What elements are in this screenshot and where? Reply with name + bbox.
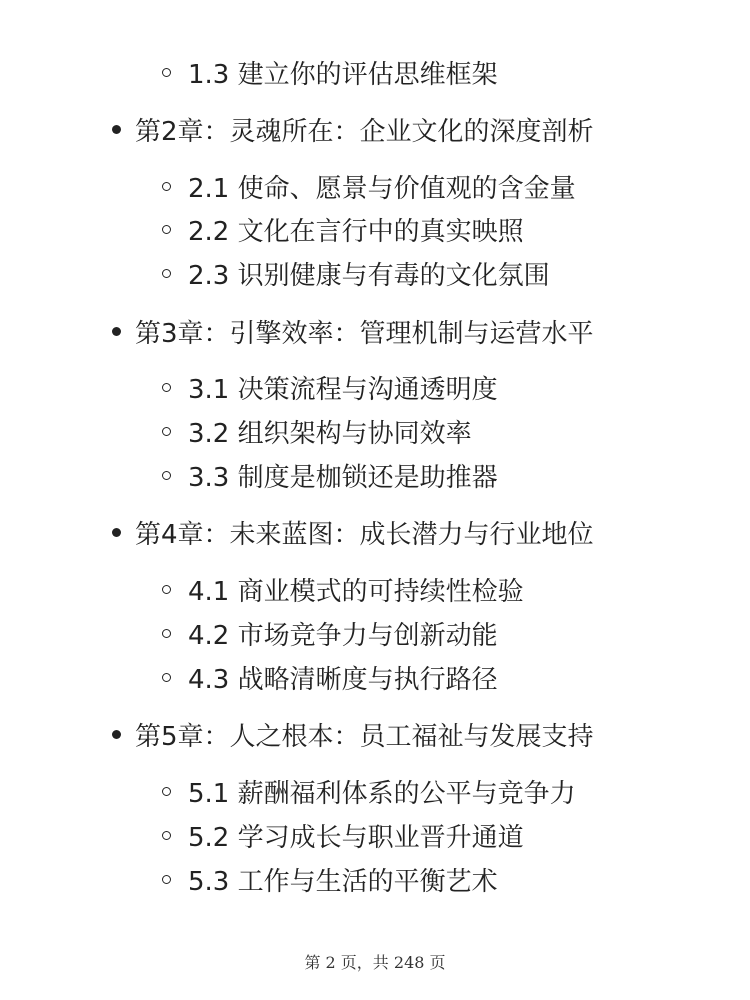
toc-section-label: 2.1 使命、愿景与价值观的含金量 bbox=[188, 173, 576, 204]
toc-section-label: 3.1 决策流程与沟通透明度 bbox=[188, 374, 498, 405]
toc-section-label: 5.1 薪酬福利体系的公平与竞争力 bbox=[188, 778, 576, 809]
toc-chapter-label: 第2章：灵魂所在：企业文化的深度剖析 bbox=[135, 116, 594, 147]
circle-bullet-icon bbox=[162, 68, 171, 77]
toc-chapter-item[interactable] bbox=[112, 109, 594, 149]
circle-bullet-icon bbox=[162, 471, 171, 480]
page-number-footer: 第 2 页，共 248 页 bbox=[304, 953, 446, 972]
circle-bullet-icon bbox=[162, 673, 171, 682]
toc-section-item[interactable] bbox=[162, 209, 524, 249]
toc-section-item[interactable] bbox=[162, 253, 550, 293]
toc-section-label: 3.2 组织架构与协同效率 bbox=[188, 418, 472, 449]
toc-section-item[interactable] bbox=[162, 657, 498, 697]
toc-section-label: 4.3 战略清晰度与执行路径 bbox=[188, 664, 498, 695]
circle-bullet-icon bbox=[162, 629, 171, 638]
circle-bullet-icon bbox=[162, 383, 171, 392]
toc-chapter-item[interactable] bbox=[112, 714, 594, 754]
toc-chapter-label: 第3章：引擎效率：管理机制与运营水平 bbox=[135, 318, 594, 349]
toc-chapter-item[interactable] bbox=[112, 512, 594, 552]
toc-section-item[interactable] bbox=[162, 859, 498, 899]
disc-bullet-icon bbox=[112, 528, 121, 537]
circle-bullet-icon bbox=[162, 875, 171, 884]
toc-section-label: 5.3 工作与生活的平衡艺术 bbox=[188, 866, 498, 897]
circle-bullet-icon bbox=[162, 831, 171, 840]
toc-section-label: 1.3 建立你的评估思维框架 bbox=[188, 59, 498, 90]
toc-section-label: 4.2 市场竞争力与创新动能 bbox=[188, 620, 498, 651]
toc-section-label: 5.2 学习成长与职业晋升通道 bbox=[188, 822, 524, 853]
toc-chapter-label: 第5章：人之根本：员工福祉与发展支持 bbox=[135, 721, 594, 752]
toc-chapter-label: 第4章：未来蓝图：成长潜力与行业地位 bbox=[135, 519, 594, 550]
circle-bullet-icon bbox=[162, 427, 171, 436]
toc-section-item[interactable] bbox=[162, 367, 498, 407]
toc-section-item[interactable] bbox=[162, 455, 498, 495]
toc-section-item[interactable] bbox=[162, 166, 576, 206]
disc-bullet-icon bbox=[112, 125, 121, 134]
toc-section-item[interactable] bbox=[162, 771, 576, 811]
circle-bullet-icon bbox=[162, 225, 171, 234]
toc-section-item[interactable] bbox=[162, 569, 524, 609]
circle-bullet-icon bbox=[162, 585, 171, 594]
toc-section-item[interactable] bbox=[162, 52, 498, 92]
toc-section-label: 3.3 制度是枷锁还是助推器 bbox=[188, 462, 498, 493]
toc-section-item[interactable] bbox=[162, 815, 524, 855]
toc-section-label: 2.2 文化在言行中的真实映照 bbox=[188, 216, 524, 247]
toc-section-label: 4.1 商业模式的可持续性检验 bbox=[188, 576, 524, 607]
toc-section-label: 2.3 识别健康与有毒的文化氛围 bbox=[188, 260, 550, 291]
toc-section-item[interactable] bbox=[162, 613, 498, 653]
disc-bullet-icon bbox=[112, 730, 121, 739]
disc-bullet-icon bbox=[112, 327, 121, 336]
circle-bullet-icon bbox=[162, 269, 171, 278]
toc-chapter-item[interactable] bbox=[112, 311, 594, 351]
circle-bullet-icon bbox=[162, 787, 171, 796]
toc-section-item[interactable] bbox=[162, 411, 472, 451]
circle-bullet-icon bbox=[162, 182, 171, 191]
